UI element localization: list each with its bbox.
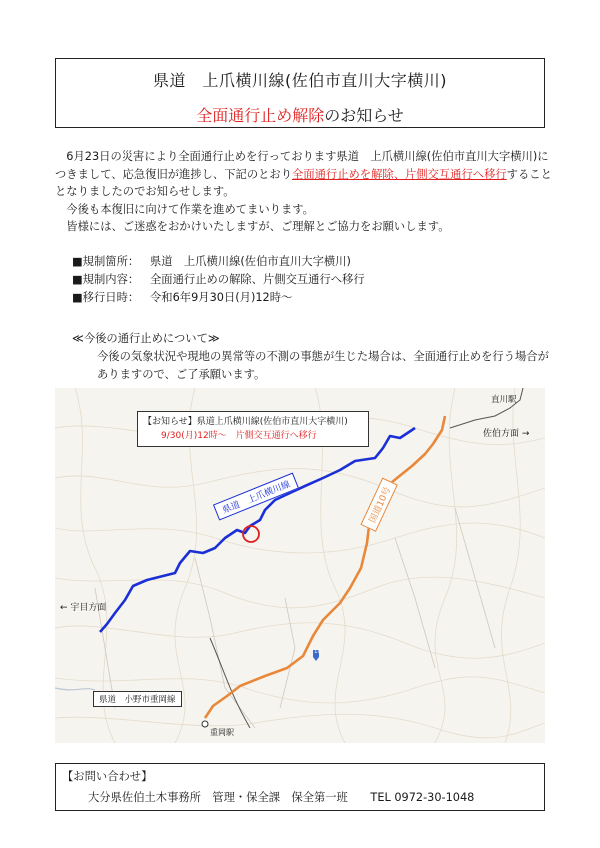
regulation-label: ■規制箇所： xyxy=(72,255,140,268)
body-paragraph-2: 今後も本復旧に向けて作業を進めてまいります。 xyxy=(55,202,314,216)
contact-heading: 【お問い合わせ】 xyxy=(62,770,153,783)
body-p1-red: 全面通行止めを解除、片側交互通行へ移行 xyxy=(292,167,507,181)
future-notice-heading: ≪今後の通行止めについて≫ xyxy=(72,332,220,345)
body-text xyxy=(55,148,555,236)
river xyxy=(55,688,95,690)
regulation-list xyxy=(72,253,365,307)
regulation-label: ■移行日時： xyxy=(72,291,140,304)
regulation-value: 県道 上爪横川線(佐伯市直川大字横川) xyxy=(150,255,351,268)
shigeoka-station-label: 重岡駅 xyxy=(210,728,234,737)
body-p1-b: することとなりましたのでお知らせします。 xyxy=(55,167,552,198)
saiki-direction-label: 佐伯方面 → xyxy=(483,429,530,439)
title-line2 xyxy=(56,103,544,126)
contact-box xyxy=(55,763,545,811)
title-red-text: 全面通行止め解除 xyxy=(196,106,325,125)
national-route-10 xyxy=(205,416,445,718)
contact-body: 大分県佐伯土木事務所 管理・保全課 保全第一班 TEL 0972-30-1048 xyxy=(88,791,475,804)
route-number-label: 10 xyxy=(314,649,321,655)
map-callout-sub: 9/30(月)12時～ 片側交互通行へ移行 xyxy=(161,431,317,441)
body-paragraph-1 xyxy=(55,148,555,201)
prefectural-route-label: 県道 上爪横川線 xyxy=(213,473,299,521)
ono-route-label: 県道 小野市重岡線 xyxy=(93,691,182,707)
station-marker-icon xyxy=(202,721,208,727)
naokawa-station-label: 直川駅 xyxy=(491,395,517,405)
regulation-label: ■規制内容： xyxy=(72,273,140,286)
regulation-row xyxy=(72,289,365,307)
national-route-label: 国道10号 xyxy=(360,477,398,532)
future-notice xyxy=(72,330,552,384)
body-p1-a: 6月23日の災害により全面通行止めを行っております県道 上爪横川線(佐伯市直川大字横川)につきまして、応急復旧が進捗し、下記のとおり xyxy=(55,150,549,181)
regulation-row xyxy=(72,271,365,289)
title-line1: 県道 上爪横川線(佐伯市直川大字横川) xyxy=(153,71,447,90)
title-box xyxy=(55,58,545,128)
title-rest-text: のお知らせ xyxy=(324,106,404,125)
regulation-row xyxy=(72,253,365,271)
route-map xyxy=(55,388,545,743)
map-callout xyxy=(137,411,369,447)
regulation-value: 全面通行止めの解除、片側交互通行へ移行 xyxy=(150,273,365,286)
regulation-value: 令和6年9月30日(月)12時～ xyxy=(150,291,293,304)
map-callout-title: 【お知らせ】県道上爪横川線(佐伯市直川大字横川) xyxy=(143,417,348,427)
ume-direction-label: ← 宇目方面 xyxy=(60,603,107,613)
body-paragraph-3: 皆様には、ご迷惑をおかけいたしますが、ご理解とご協力をお願いします。 xyxy=(55,220,450,233)
future-notice-body: 今後の気象状況や現地の異常等の不測の事態が生じた場合は、全面通行止めを行う場合がありますので、ご了承願います。 xyxy=(97,350,549,381)
